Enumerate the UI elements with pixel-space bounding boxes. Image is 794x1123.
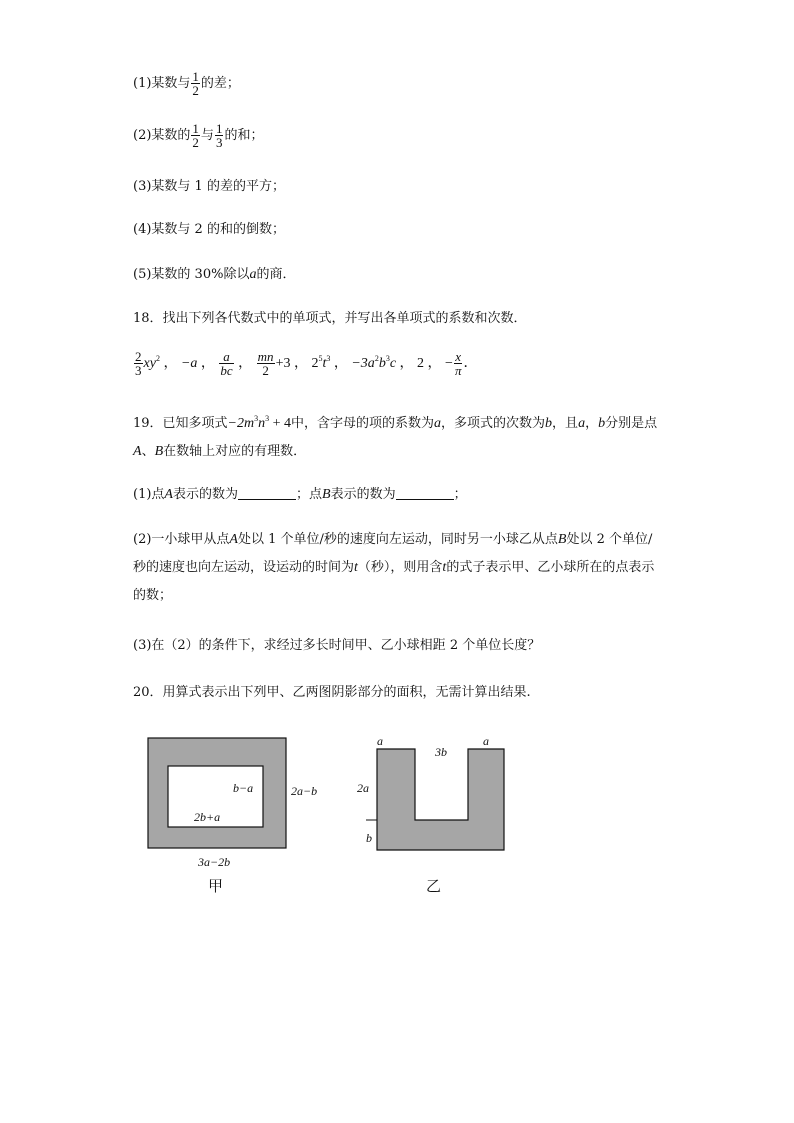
q17-2-tail: 的和； (224, 128, 264, 143)
variable: c (389, 356, 397, 371)
point-label: A (133, 444, 142, 459)
exponent: 3 (265, 414, 270, 423)
q17-item-1 (133, 70, 240, 97)
fraction (191, 122, 200, 149)
term: −3a (351, 356, 375, 371)
fraction (134, 350, 143, 377)
variable: a (578, 416, 586, 431)
answer-blank[interactable] (396, 487, 454, 500)
q17-2-mid: 与 (200, 128, 214, 143)
fraction-numerator: x (455, 349, 462, 365)
separator: ， (333, 356, 348, 371)
point-label: B (322, 487, 331, 502)
fraction-numerator: a (219, 350, 233, 364)
q17-5-text: (5)某数的 30%除以 (133, 267, 250, 282)
variable: n (258, 416, 266, 431)
separator: ， (399, 356, 414, 371)
q17-item-4: (4)某数与 2 的和的倒数； (133, 222, 285, 237)
point-label: B (557, 532, 567, 547)
q19-text: 分别是点 (605, 416, 658, 431)
label-left-upper: 2a (357, 781, 369, 795)
variable: a (249, 267, 257, 282)
label-inner-width: 2b+a (194, 810, 221, 824)
term: 2 (311, 356, 319, 371)
term: + 4 (269, 416, 292, 431)
variable: t (442, 560, 447, 575)
q19-2-text: 的式子表示甲、乙小球所在的点表示的数； (133, 560, 655, 603)
caption-jia: 甲 (208, 877, 224, 895)
fraction-denominator: 2 (192, 83, 199, 98)
label-left-lower: b (366, 831, 372, 845)
q19-1-text: ；点 (296, 487, 323, 502)
exponent: 3 (326, 354, 331, 363)
fraction (454, 350, 463, 377)
caption-yi: 乙 (426, 877, 442, 895)
separator: ， (293, 356, 308, 371)
q18-question: 18．找出下列各代数式中的单项式，并写出各单项式的系数和次数． (133, 311, 527, 326)
exponent: 3 (254, 414, 259, 423)
polynomial (228, 416, 291, 431)
variable: t (322, 356, 327, 371)
q19-text: 19．已知多项式 (133, 416, 228, 431)
q19-text: 中，含字母的项的系数为 (291, 416, 435, 431)
u-shape (377, 749, 504, 850)
separator: ， (238, 356, 253, 371)
exponent: 5 (318, 354, 323, 363)
period: ． (463, 356, 478, 371)
q19-1-text: (1)点 (133, 487, 165, 502)
point-label: A (229, 532, 238, 547)
label-inner-height: b−a (233, 781, 254, 795)
q19-2-text: 处以 1 个单位/秒的速度向左运动，同时另一小球乙从点 (237, 532, 558, 547)
fraction (215, 122, 224, 149)
variable: a (434, 416, 442, 431)
q18-expressions (133, 350, 477, 377)
q19-part-1 (133, 486, 467, 504)
separator: ， (585, 416, 599, 431)
variable: b (598, 416, 606, 431)
q19-2-text: （秒），则用含 (357, 560, 443, 575)
point-label: B (154, 444, 164, 459)
q19-1-text: ； (453, 487, 467, 502)
q20-figures (0, 720, 794, 970)
separator: ， (200, 356, 215, 371)
fraction-numerator: 1 (192, 121, 199, 136)
term: −a (180, 356, 198, 371)
fraction-denominator: 3 (135, 363, 142, 379)
q17-5-tail: 的商． (256, 267, 296, 282)
q19-2-text: 处以 2 个单位/秒的速度也向左运动，设运动的时间为 (133, 532, 653, 575)
q19-text: ，多项式的次数为 (441, 416, 546, 431)
q19-part-2 (133, 526, 661, 610)
q19-text: ，且 (552, 416, 579, 431)
q17-item-2 (133, 122, 263, 149)
q19-part-3: (3)在（2）的条件下，求经过多长时间甲、乙小球相距 2 个单位长度？ (133, 638, 541, 653)
figure-jia (148, 738, 317, 895)
q19-text: 在数轴上对应的有理数． (163, 444, 307, 459)
q17-1-text: (1)某数与 (133, 76, 191, 91)
label-top-right: a (483, 734, 489, 748)
label-outer-height: 2a−b (291, 784, 318, 798)
term: −2m (227, 416, 255, 431)
fraction-numerator: 1 (192, 69, 199, 84)
fraction-denominator: bc (220, 363, 233, 379)
q19-text: 、 (141, 444, 155, 459)
fraction-denominator: 2 (262, 363, 269, 379)
fraction (219, 350, 233, 377)
label-outer-width: 3a−2b (198, 855, 231, 869)
fraction-numerator: 2 (135, 349, 142, 365)
variable: b (545, 416, 553, 431)
q20-question: 20．用算式表示出下列甲、乙两图阴影部分的面积，无需计算出结果. (133, 685, 531, 700)
point-label: A (164, 487, 173, 502)
q19-1-text: 表示的数为 (330, 487, 396, 502)
exponent: 2 (155, 354, 160, 363)
term: xy (143, 356, 156, 371)
fraction-denominator: 3 (215, 135, 223, 150)
fraction-denominator: 2 (192, 135, 199, 150)
variable: t (354, 560, 358, 575)
exponent: 2 (374, 354, 379, 363)
fraction-numerator: 1 (215, 121, 223, 136)
separator: ， (163, 356, 178, 371)
term: 2 (417, 356, 425, 371)
label-top-left: a (377, 734, 383, 748)
q17-1-tail: 的差； (200, 76, 240, 91)
fraction-denominator: π (454, 363, 462, 379)
fraction (257, 350, 275, 377)
term: +3 (275, 356, 291, 371)
minus-sign: − (445, 356, 453, 371)
separator: ， (427, 356, 442, 371)
q19-question (133, 405, 661, 466)
q19-1-text: 表示的数为 (172, 487, 238, 502)
fraction-numerator: mn (257, 349, 274, 365)
fraction (191, 70, 200, 97)
exponent: 3 (385, 354, 390, 363)
q17-2-text: (2)某数的 (133, 128, 191, 143)
answer-blank[interactable] (238, 487, 296, 500)
q17-item-5 (133, 266, 295, 284)
q17-item-3: (3)某数与 1 的差的平方； (133, 179, 285, 194)
label-top-mid: 3b (435, 745, 447, 759)
q19-2-text: (2)一小球甲从点 (133, 532, 230, 547)
variable: b (378, 356, 386, 371)
figure-yi (357, 734, 504, 895)
